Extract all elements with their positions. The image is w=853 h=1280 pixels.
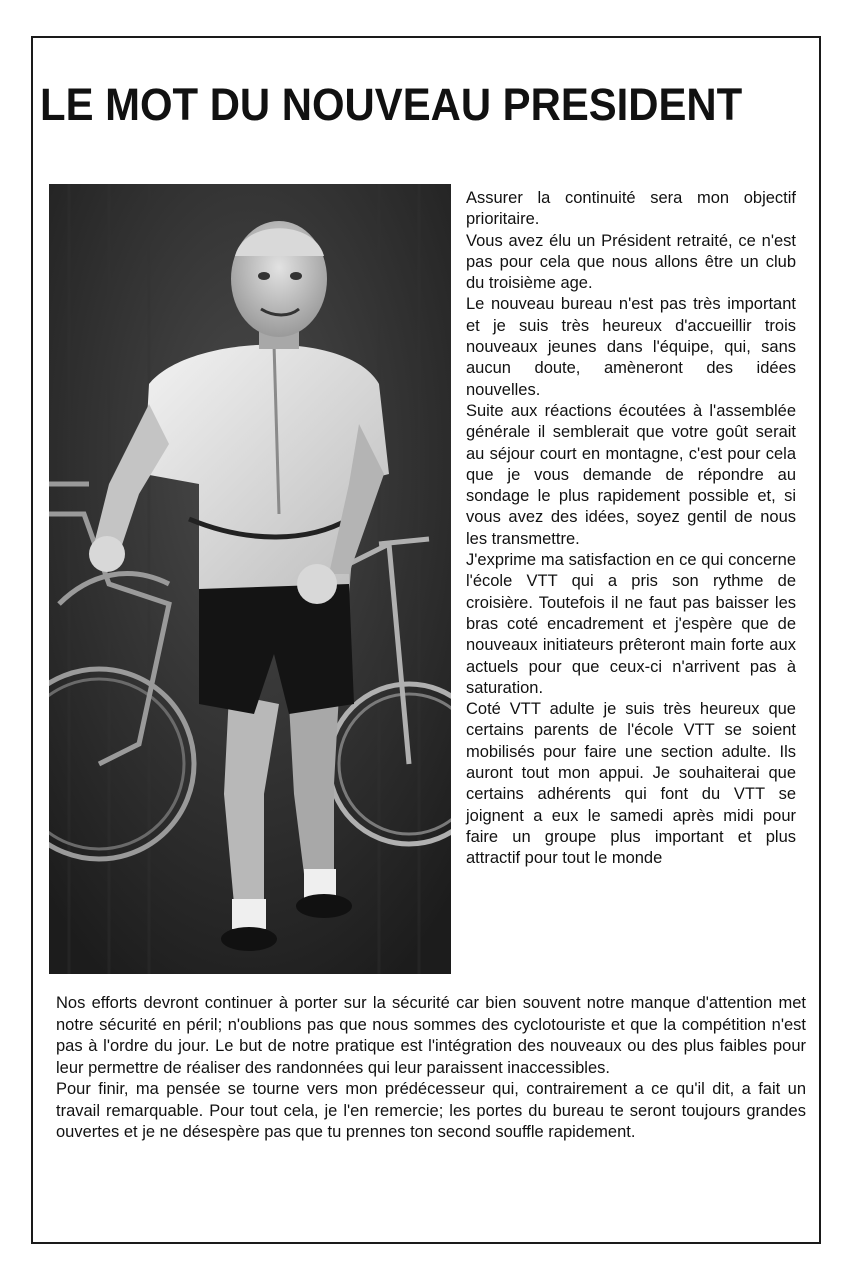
column-paragraph: J'exprime ma satisfaction en ce qui concerne l'école VTT qui a pris son rythme de croisière. Toutefois il ne faut pas baisser les bras coté encadrement et j'espère que de nouveaux initiateurs prêteront main forte aux actuels pour que ceux-ci n'arrivent pas à saturation. — [466, 551, 796, 697]
column-paragraph: Assurer la continuité sera mon objectif prioritaire. — [466, 189, 796, 229]
portrait-photo-icon — [49, 184, 451, 974]
president-photo — [49, 184, 451, 974]
bottom-paragraph: Nos efforts devront continuer à porter sur la sécurité car bien souvent notre manque d'attention met notre sécurité en péril; n'oublions pas que nous sommes des cyclotouriste et que la compétition n'est pas à l'ordre du jour. Le but de notre pratique est l'intégration des nouveaux ou des plus faibles pour leur permettre de réaliser des randonnées qui leur paraissent inaccessibles. — [56, 994, 806, 1077]
bottom-paragraph: Pour finir, ma pensée se tourne vers mon prédécesseur qui, contrairement a ce qu'il dit, a fait un travail remarquable. Pour tout cela, je l'en remercie; les portes du bureau te seront toujours grandes ouvertes et je ne désespère pas que tu prennes ton second souffle rapidement. — [56, 1080, 806, 1141]
column-paragraph: Suite aux réactions écoutées à l'assemblée générale il semblerait que votre goût serait au séjour court en montagne, c'est pour cela que je vous demande de répondre au sondage le plus rapidement possible et, si vous avez des idées, soyez gentil de nous les transmettre. — [466, 401, 796, 548]
column-paragraph: Le nouveau bureau n'est pas très important et je suis très heureux d'accueillir trois nouveaux jeunes dans l'équipe, qui, sans aucun doute, amèneront des idées nouvelles. — [466, 295, 796, 399]
article-title: LE MOT DU NOUVEAU PRESIDENT — [40, 79, 743, 130]
article-bottom-text — [56, 993, 806, 1144]
article-column-text — [466, 188, 796, 870]
column-paragraph: Coté VTT adulte je suis très heureux que certains parents de l'école VTT se soient mobilisés pour faire une section adulte. Ils auront tout mon appui. Je souhaiterai que certains adhérents qui font du VTT se joignent a eux le samedi après midi pour faire un groupe plus important et plus attractif pour tout le monde — [466, 700, 796, 868]
column-paragraph: Vous avez élu un Président retraité, ce n'est pas pour cela que nous allons être un club du troisième age. — [466, 231, 796, 293]
